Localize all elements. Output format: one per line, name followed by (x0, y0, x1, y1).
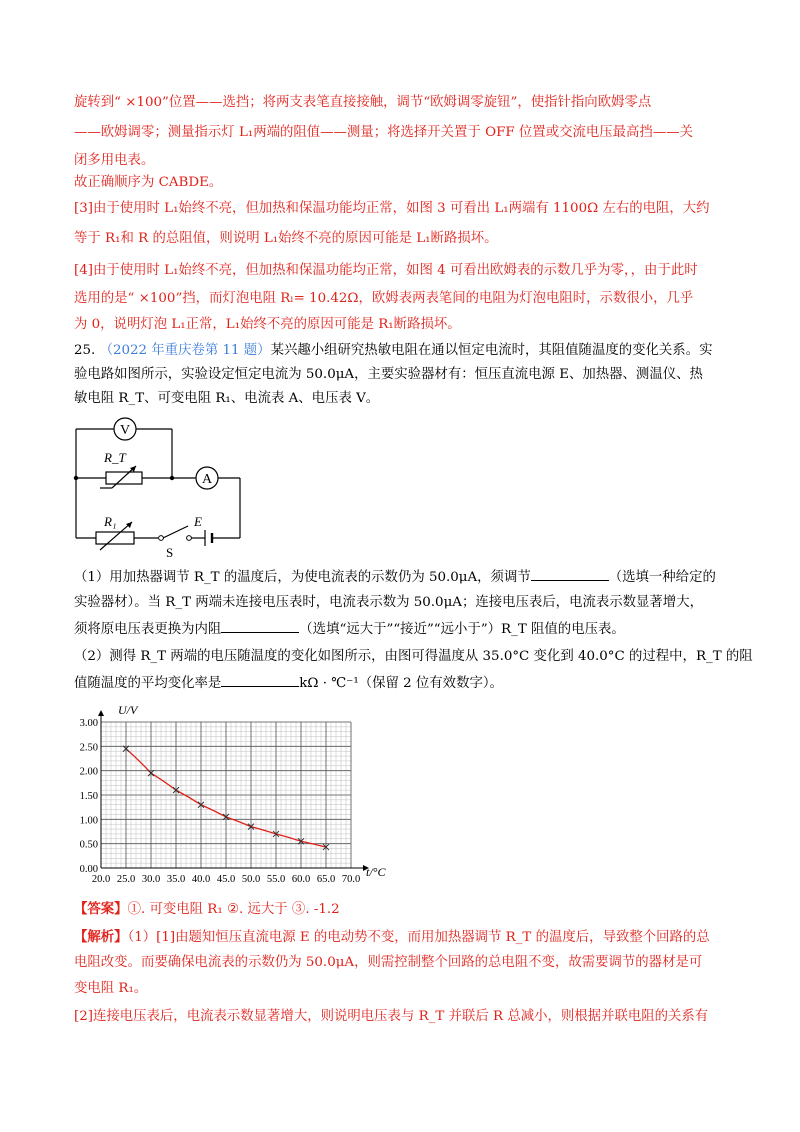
prev-line-5: [3]由于使用时 L₁始终不亮，但加热和保温功能均正常，如图 3 可看出 L₁两端有 1100Ω 左右的电阻，大约 (74, 201, 710, 216)
y-tick-label: 3.00 (79, 718, 98, 729)
answer-line (74, 898, 340, 921)
answer-blank-2 (221, 618, 299, 633)
x-tick-label: 70.0 (341, 874, 361, 885)
question-number: 25. (74, 343, 96, 358)
x-tick-label: 20.0 (91, 874, 111, 885)
prev-line-6: 等于 R₁和 R 的总阻值，则说明 L₁始终不亮的原因可能是 L₁断路损坏。 (74, 231, 498, 246)
analysis-line-2: 电阻改变。而要确保电流表的示数仍为 50.0μA，则需控制整个回路的总电阻不变，故需要调节的器材是可 (74, 955, 703, 970)
x-tick-label: 35.0 (166, 874, 186, 885)
prev-line-1: 旋转到“ ×100”位置——选挡；将两支表笔直接接触，调节“欧姆调零旋钮”，使指针指向欧姆零点 (74, 95, 652, 110)
analysis-line-3: 变电阻 R₁。 (74, 981, 148, 996)
question-stem-1: 某兴趣小组研究热敏电阻在通以恒定电流时，其阻值随温度的变化关系。实 (270, 343, 713, 358)
prev-line-2: ——欧姆调零；测量指示灯 L₁两端的阻值——测量；将选择开关置于 OFF 位置或交流电压最高挡——关 (74, 125, 693, 140)
question-stem-2: 验电路如图所示，实验设定恒定电流为 50.0μA，主要实验器材有：恒压直流电源 E、加热器、测温仪、热 (74, 367, 703, 382)
answer-text: ①. 可变电阻 R₁ ②. 远大于 ③. -1.2 (127, 902, 340, 917)
x-tick-label: 30.0 (141, 874, 161, 885)
x-tick-label: 65.0 (316, 874, 336, 885)
x-tick-label: 50.0 (241, 874, 261, 885)
answer-blank-3 (221, 672, 299, 687)
prev-line-4: 故正确顺序为 CABDE。 (74, 175, 223, 190)
y-axis-arrow (98, 710, 104, 716)
circuit-diagram (60, 414, 260, 564)
prev-line-9: 为 0，说明灯泡 L₁正常，L₁始终不亮的原因可能是 R₁断路损坏。 (74, 317, 461, 332)
x-axis-label: t/°C (366, 865, 386, 879)
source-label: E (194, 514, 202, 529)
x-tick-label: 25.0 (116, 874, 136, 885)
prev-line-3: 闭多用电表。 (74, 153, 155, 168)
resistor-label: R₁ (104, 514, 117, 529)
part2-line-1: （2）测得 R_T 两端的电压随温度的变化如图所示，由图可得温度从 35.0°C 变化到 40.0°C 的过程中，R_T 的阻 (74, 649, 753, 664)
u-t-chart (66, 700, 406, 890)
y-tick-label: 2.50 (79, 742, 98, 754)
y-tick-label: 1.50 (79, 791, 98, 802)
question-source: （2022 年重庆卷第 11 题） (99, 343, 271, 358)
thermistor-label: R_T (104, 450, 126, 465)
y-tick-label: 1.00 (79, 815, 98, 827)
answer-tag: 【答案】 (74, 901, 128, 917)
switch-label: S (166, 545, 174, 560)
question-header (74, 340, 712, 362)
analysis-tag: 【解析】 (74, 929, 128, 945)
x-tick-label: 45.0 (216, 874, 236, 885)
x-tick-label: 60.0 (291, 874, 311, 885)
analysis-line-4: [2]连接电压表后，电流表示数显著增大，则说明电压表与 R_T 并联后 R 总减小，则根据并联电阻的关系有 (74, 1009, 709, 1024)
y-tick-label: 0.50 (79, 839, 98, 851)
y-tick-label: 0.00 (79, 864, 98, 875)
y-tick-label: 2.00 (79, 766, 98, 778)
y-axis-label: U/V (118, 703, 138, 717)
part1-line-3: 须将原电压表更换为内阻 （选填“远大于”“接近”“远小于”）R_T 阻值的电压表。 (74, 618, 625, 641)
question-stem-3: 敏电阻 R_T、可变电阻 R₁、电流表 A、电压表 V。 (74, 391, 380, 406)
part1-line-1: （1）用加热器调节 R_T 的温度后，为使电流表的示数仍为 50.0μA，须调节 （选填一种给定的 (74, 566, 716, 589)
voltmeter-label: V (119, 423, 131, 438)
prev-line-8: 选用的是“ ×100”挡，而灯泡电阻 Rₗ= 10.42Ω，欧姆表两表笔间的电阻为灯泡电阻时，示数很小，几乎 (74, 291, 694, 306)
x-tick-label: 40.0 (191, 874, 211, 885)
part1-line-2: 实验器材）。当 R_T 两端未连接电压表时，电流表示数为 50.0μA；连接电压表后，电流表示数显著增大， (74, 595, 703, 610)
answer-blank-1 (531, 566, 609, 581)
ammeter-label: A (201, 472, 213, 487)
x-tick-label: 55.0 (266, 874, 286, 885)
part2-line-2: 值随温度的平均变化率是 kΩ · ℃⁻¹（保留 2 位有效数字）。 (74, 672, 503, 695)
analysis-line-1: 【解析】（1）[1]由题知恒压直流电源 E 的电动势不变，而用加热器调节 R_T 的温度后，导致整个回路的总 (74, 929, 710, 945)
prev-line-7: [4]由于使用时 L₁始终不亮，但加热和保温功能均正常，如图 4 可看出欧姆表的示数几乎为零，，由于此时 (74, 263, 698, 278)
